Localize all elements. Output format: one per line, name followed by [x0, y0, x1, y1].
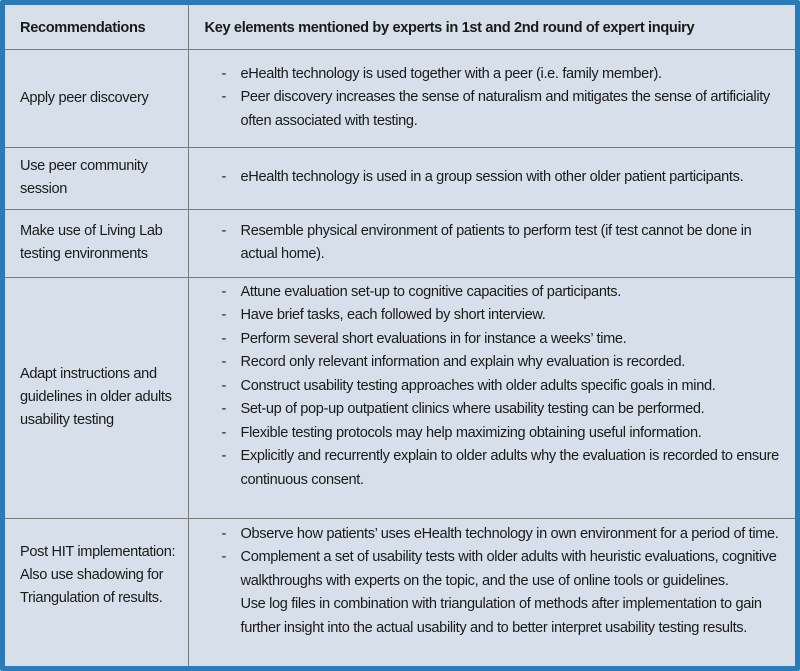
- list-item: - Explicitly and recurrently explain to older adults why the evaluation is recorded to ensure continuous consent.: [189, 445, 784, 492]
- list-item: - Have brief tasks, each followed by short interview.: [189, 304, 784, 328]
- key-elements-cell: [188, 209, 795, 277]
- list-item: - Complement a set of usability tests with older adults with heuristic evaluations, cognitive walkthroughs with experts on the topic, and the use of online tools or guidelines.: [189, 546, 784, 593]
- list-item: - Observe how patients’ uses eHealth technology in own environment for a period of time.: [189, 523, 784, 547]
- key-elements-cell: [188, 277, 795, 518]
- list-item: - Perform several short evaluations in for instance a weeks’ time.: [189, 328, 784, 352]
- table-row: [5, 277, 795, 518]
- list-item: - Record only relevant information and explain why evaluation is recorded.: [189, 351, 784, 375]
- list-item: - Peer discovery increases the sense of naturalism and mitigates the sense of artificiality often associated with testing.: [189, 86, 784, 133]
- recommendation-cell: Use peer community session: [20, 158, 148, 197]
- table-row: [5, 209, 795, 277]
- key-elements-cell: [188, 147, 795, 209]
- recommendations-table: [5, 5, 795, 666]
- recommendation-cell: Adapt instructions and guidelines in older adults usability testing: [20, 366, 172, 428]
- table-row: [5, 49, 795, 147]
- recommendation-cell: Apply peer discovery: [20, 89, 149, 106]
- key-elements-cell: [188, 49, 795, 147]
- table-row: [5, 147, 795, 209]
- list-item: - eHealth technology is used in a group session with other older patient participants.: [189, 166, 784, 190]
- list-item: Use log files in combination with triangulation of methods after implementation to gain further insight into the actual usability and to better interpret usability testing results.: [240, 596, 762, 636]
- table-row: [5, 518, 795, 666]
- list-item: - Resemble physical environment of patients to perform test (if test cannot be done in actual home).: [189, 220, 784, 267]
- list-item: - Construct usability testing approaches with older adults specific goals in mind.: [189, 375, 784, 399]
- recommendation-cell: Make use of Living Lab testing environments: [20, 223, 163, 262]
- list-item: - eHealth technology is used together with a peer (i.e. family member).: [189, 63, 784, 87]
- recommendation-cell: Post HIT implementation: Also use shadowing for Triangulation of results.: [20, 543, 176, 606]
- list-item: - Flexible testing protocols may help maximizing obtaining useful information.: [189, 422, 784, 446]
- header-key-elements: Key elements mentioned by experts in 1st and 2nd round of expert inquiry: [188, 5, 795, 49]
- header-row: [5, 5, 795, 49]
- key-elements-cell: [188, 518, 795, 666]
- list-item: - Attune evaluation set-up to cognitive capacities of participants.: [189, 281, 784, 305]
- list-item: - Set-up of pop-up outpatient clinics where usability testing can be performed.: [189, 398, 784, 422]
- header-recommendations: Recommendations: [5, 5, 188, 49]
